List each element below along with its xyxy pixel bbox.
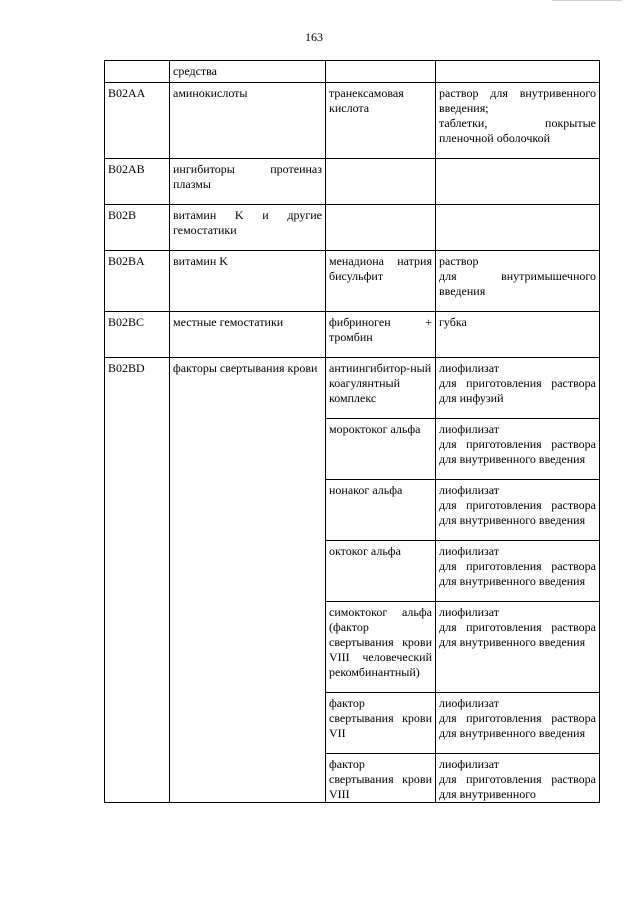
table-row — [105, 61, 600, 83]
atc-code-cell: B02AB — [105, 159, 170, 205]
drug-name-cell: нонаког альфа — [326, 480, 436, 541]
table-row — [105, 159, 600, 205]
drug-name-cell: транексамовая кислота — [326, 83, 436, 159]
drug-name-cell — [326, 159, 436, 205]
dosage-form-cell: лиофилизат для приготовления раствора для внутривенного введения — [436, 541, 600, 602]
dosage-form-cell: лиофилизат для приготовления раствора для инфузий — [436, 358, 600, 419]
drug-name-cell: менадиона натрия бисульфит — [326, 251, 436, 312]
dosage-form-cell: губка — [436, 312, 600, 358]
table-row — [105, 358, 600, 419]
table-row — [105, 83, 600, 159]
dosage-form-cell: раствор для внутримышечного введения — [436, 251, 600, 312]
dosage-form-cell: лиофилизат для приготовления раствора для внутривенного введения — [436, 602, 600, 693]
group-name-cell: средства — [170, 61, 326, 83]
atc-code-cell: B02B — [105, 205, 170, 251]
table-row — [105, 312, 600, 358]
dosage-form-cell: лиофилизат для приготовления раствора для внутривенного — [436, 754, 600, 803]
atc-code-cell: B02BC — [105, 312, 170, 358]
atc-code-cell: B02BD — [105, 358, 170, 803]
atc-code-cell — [105, 61, 170, 83]
drug-name-cell: фактор свертывания крови VII — [326, 693, 436, 754]
drug-name-cell: симоктоког альфа (фактор свертывания крови VIII человеческий рекомбинантный) — [326, 602, 436, 693]
drug-name-cell — [326, 61, 436, 83]
atc-code-cell: B02BA — [105, 251, 170, 312]
drug-name-cell — [326, 205, 436, 251]
dosage-form-cell — [436, 159, 600, 205]
table-row — [105, 205, 600, 251]
group-name-cell: аминокислоты — [170, 83, 326, 159]
drug-name-cell: фибриноген + тромбин — [326, 312, 436, 358]
drug-name-cell: фактор свертывания крови VIII — [326, 754, 436, 803]
scan-artifact — [552, 0, 622, 1]
group-name-cell: витамин K — [170, 251, 326, 312]
dosage-form-cell: лиофилизат для приготовления раствора для внутривенного введения — [436, 693, 600, 754]
dosage-form-cell: лиофилизат для приготовления раствора для внутривенного введения — [436, 419, 600, 480]
drug-name-cell: октоког альфа — [326, 541, 436, 602]
dosage-form-cell — [436, 205, 600, 251]
group-name-cell: факторы свертывания крови — [170, 358, 326, 803]
drug-name-cell: антиингибитор-ный коагулянтный комплекс — [326, 358, 436, 419]
dosage-form-cell: лиофилизат для приготовления раствора для внутривенного введения — [436, 480, 600, 541]
group-name-cell: витамин K и другие гемостатики — [170, 205, 326, 251]
atc-code-cell: B02AA — [105, 83, 170, 159]
dosage-form-cell: раствор для внутривенного введения; таблетки, покрытые пленочной оболочкой — [436, 83, 600, 159]
table-row — [105, 251, 600, 312]
page-number: 163 — [305, 30, 323, 44]
group-name-cell: местные гемостатики — [170, 312, 326, 358]
group-name-cell: ингибиторы протеиназ плазмы — [170, 159, 326, 205]
dosage-form-cell — [436, 61, 600, 83]
drug-name-cell: мороктоког альфа — [326, 419, 436, 480]
medicines-table — [104, 60, 600, 803]
